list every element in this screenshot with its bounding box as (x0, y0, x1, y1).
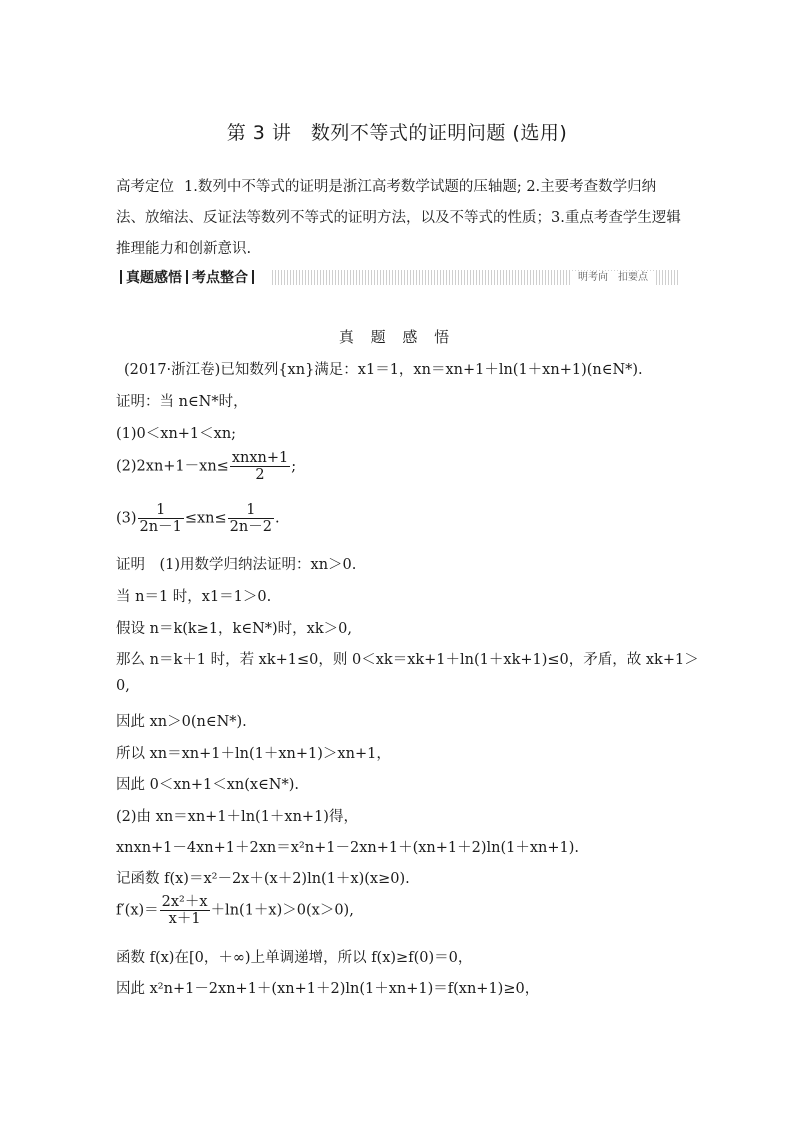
fraction-denominator: x＋1 (168, 911, 201, 927)
problem-statement (124, 358, 643, 379)
claim-3-prefix: (3) (116, 510, 137, 527)
divider (120, 270, 122, 284)
proof-line: 函数 f(x)在[0，＋∞)上单调递增，所以 f(x)≥f(0)＝0， (116, 950, 473, 966)
derivative-fraction (160, 894, 210, 927)
claim-1: (1)0＜xn+1＜xn; (116, 426, 237, 442)
claim-3-fraction-right (228, 502, 274, 535)
proof-line: xnxn+1－4xn+1＋2xn＝x²n+1－2xn+1＋(xn+1＋2)ln(1＋xn+1). (116, 840, 580, 856)
fraction-denominator: 2n－1 (139, 519, 182, 535)
fraction-numerator: xnxn+1 (231, 450, 289, 466)
derivative-line (116, 894, 354, 927)
lecture-title: 第 3 讲 数列不等式的证明问题 (选用) (226, 122, 568, 144)
intro-label: 高考定位 (116, 179, 174, 195)
proof-line: 证明 (1)用数学归纳法证明：xn＞0. (116, 557, 357, 573)
proof-line: 0, (116, 678, 130, 694)
banner-left (116, 267, 258, 289)
proof-line: 因此 0＜xn+1＜xn(x∈N*). (116, 777, 300, 793)
proof-line: 假设 n＝k(k≥1，k∈N*)时，xk＞0, (116, 621, 352, 637)
section-banner (116, 267, 680, 289)
intro-text: 1.数列中不等式的证明是浙江高考数学试题的压轴题; 2.主要考查数学归纳法、放缩法、反证法等数列不等式的证明方法，以及不等式的性质；3.重点考查学生逻辑推理能力和创新意识. (116, 179, 681, 257)
proof-line: 记函数 f(x)＝x²－2x＋(x＋2)ln(1＋x)(x≥0). (116, 871, 410, 887)
problem-source: (2017·浙江卷) (124, 362, 221, 378)
proof-line: 那么 n＝k＋1 时，若 xk+1≤0，则 0＜xk＝xk+1＋ln(1＋xk+1)≤0，矛盾，故 xk+1＞ (116, 652, 699, 668)
divider (186, 270, 188, 284)
claim-3-fraction-left (138, 502, 184, 535)
claim-3: (3) $\frac{1}{2n-1}$ ≤xn≤ $\frac{1}{2n-2}$ . (116, 502, 280, 535)
claim-2-prefix: (2)2xn+1－xn≤ (116, 458, 229, 475)
fraction-numerator: 1 (228, 502, 274, 519)
problem-text: 已知数列{xn}满足：x1＝1，xn＝xn+1＋ln(1＋xn+1)(n∈N*). (220, 362, 643, 378)
proof-intro: 证明：当 n∈N*时， (116, 394, 248, 410)
claim-2: (2)2xn+1－xn≤ $\frac{\text{xnxn+1}}{2}$ ; (116, 450, 297, 483)
intro-paragraph (116, 172, 682, 265)
proof-line: 因此 x²n+1－2xn+1＋(xn+1＋2)ln(1＋xn+1)＝f(xn+1)≥0， (116, 981, 540, 997)
divider (252, 270, 254, 284)
claim-3-middle: ≤xn≤ (184, 510, 227, 527)
fraction-numerator: 2x²＋x (161, 894, 208, 910)
proof-line: 因此 xn＞0(n∈N*). (116, 714, 247, 730)
claim-2-fraction (230, 450, 290, 483)
banner-right-label: 明考向 扣要点 (572, 271, 654, 285)
banner-tab-real-questions: 真题感悟 (126, 270, 182, 286)
proof-line: 所以 xn＝xn+1＋ln(1＋xn+1)＞xn+1， (116, 746, 391, 762)
fraction-numerator: 1 (138, 502, 184, 519)
derivative-prefix: f′(x)＝ (116, 902, 159, 919)
fraction-denominator: 2n－2 (229, 519, 272, 535)
section-title: 真 题 感 悟 (338, 328, 456, 346)
derivative-suffix: ＋ln(1＋x)＞0(x＞0), (210, 902, 354, 919)
fraction-denominator: 2 (255, 467, 265, 483)
banner-tab-key-points: 考点整合 (192, 270, 248, 286)
proof-line: 当 n＝1 时，x1＝1＞0. (116, 589, 272, 605)
proof-line: (2)由 xn＝xn+1＋ln(1＋xn+1)得， (116, 809, 358, 825)
